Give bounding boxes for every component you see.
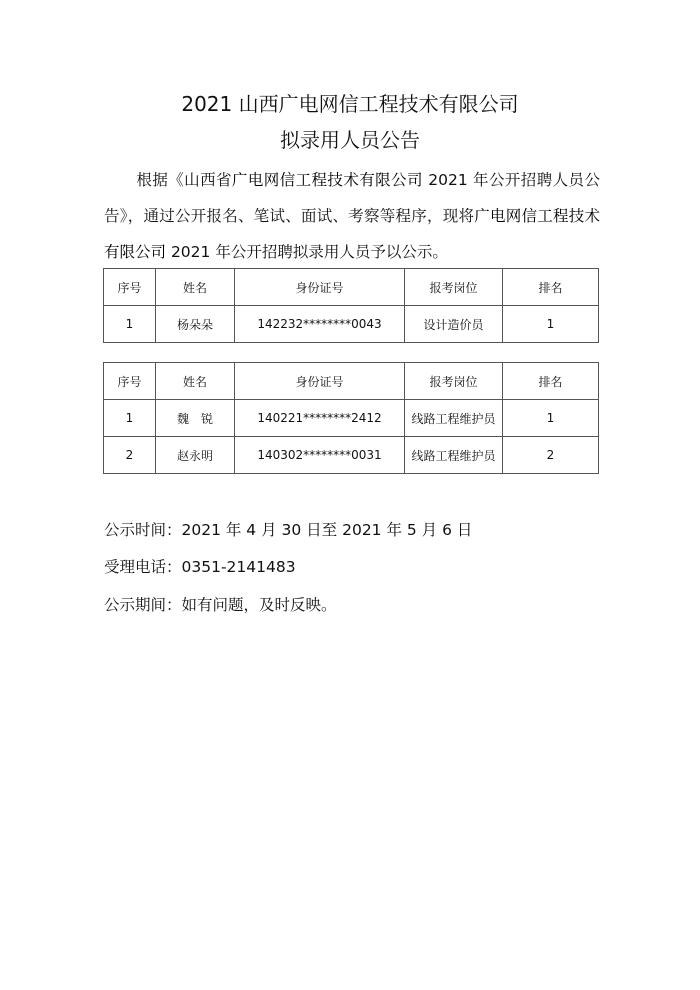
cell-rank: 1 [503,400,599,437]
cell-index: 2 [104,437,156,474]
notice-feedback: 公示期间：如有问题，及时反映。 [104,596,337,614]
cell-id-number: 140302********0031 [235,437,405,474]
cell-rank: 2 [503,437,599,474]
header-name: 姓名 [156,363,235,400]
table-row [104,306,599,343]
table-row [104,400,599,437]
cell-name: 魏 锐 [156,400,235,437]
header-rank: 排名 [503,269,599,306]
cell-position: 线路工程维护员 [405,400,503,437]
cell-index: 1 [104,306,156,343]
roster-table-2 [103,362,599,474]
cell-name: 杨朵朵 [156,306,235,343]
cell-id-number: 142232********0043 [235,306,405,343]
header-name: 姓名 [156,269,235,306]
document-subtitle: 拟录用人员公告 [280,128,420,152]
intro-text-2: 2021 年公开招聘人员公告》，通过公开报名、笔试、面试、考察等程序，现将 [104,171,600,225]
notice-period: 公示时间：2021 年 4 月 30 日至 2021 年 5 月 6 日 [104,521,473,539]
intro-company-1: 广电网信工程技术有限公司 [231,171,423,189]
cell-position: 线路工程维护员 [405,437,503,474]
table-row [104,437,599,474]
intro-paragraph [104,162,600,270]
cell-name: 赵永明 [156,437,235,474]
cell-rank: 1 [503,306,599,343]
intro-text-3: 2021 年公开招聘拟录用人员予以公示。 [166,243,448,261]
header-index: 序号 [104,363,156,400]
cell-id-number: 140221********2412 [235,400,405,437]
header-id-number: 身份证号 [235,269,405,306]
header-rank: 排名 [503,363,599,400]
header-id-number: 身份证号 [235,363,405,400]
header-position: 报考岗位 [405,363,503,400]
header-position: 报考岗位 [405,269,503,306]
header-index: 序号 [104,269,156,306]
table-header-row [104,269,599,306]
cell-index: 1 [104,400,156,437]
intro-text-1: 根据《山西省 [136,171,232,189]
intro-company-2: 广电网信工程技术有限公司 [104,207,600,261]
table-header-row [104,363,599,400]
roster-table-1 [103,268,599,343]
document-title: 2021 山西广电网信工程技术有限公司 [181,92,519,116]
notice-phone: 受理电话：0351-2141483 [104,558,296,576]
cell-position: 设计造价员 [405,306,503,343]
